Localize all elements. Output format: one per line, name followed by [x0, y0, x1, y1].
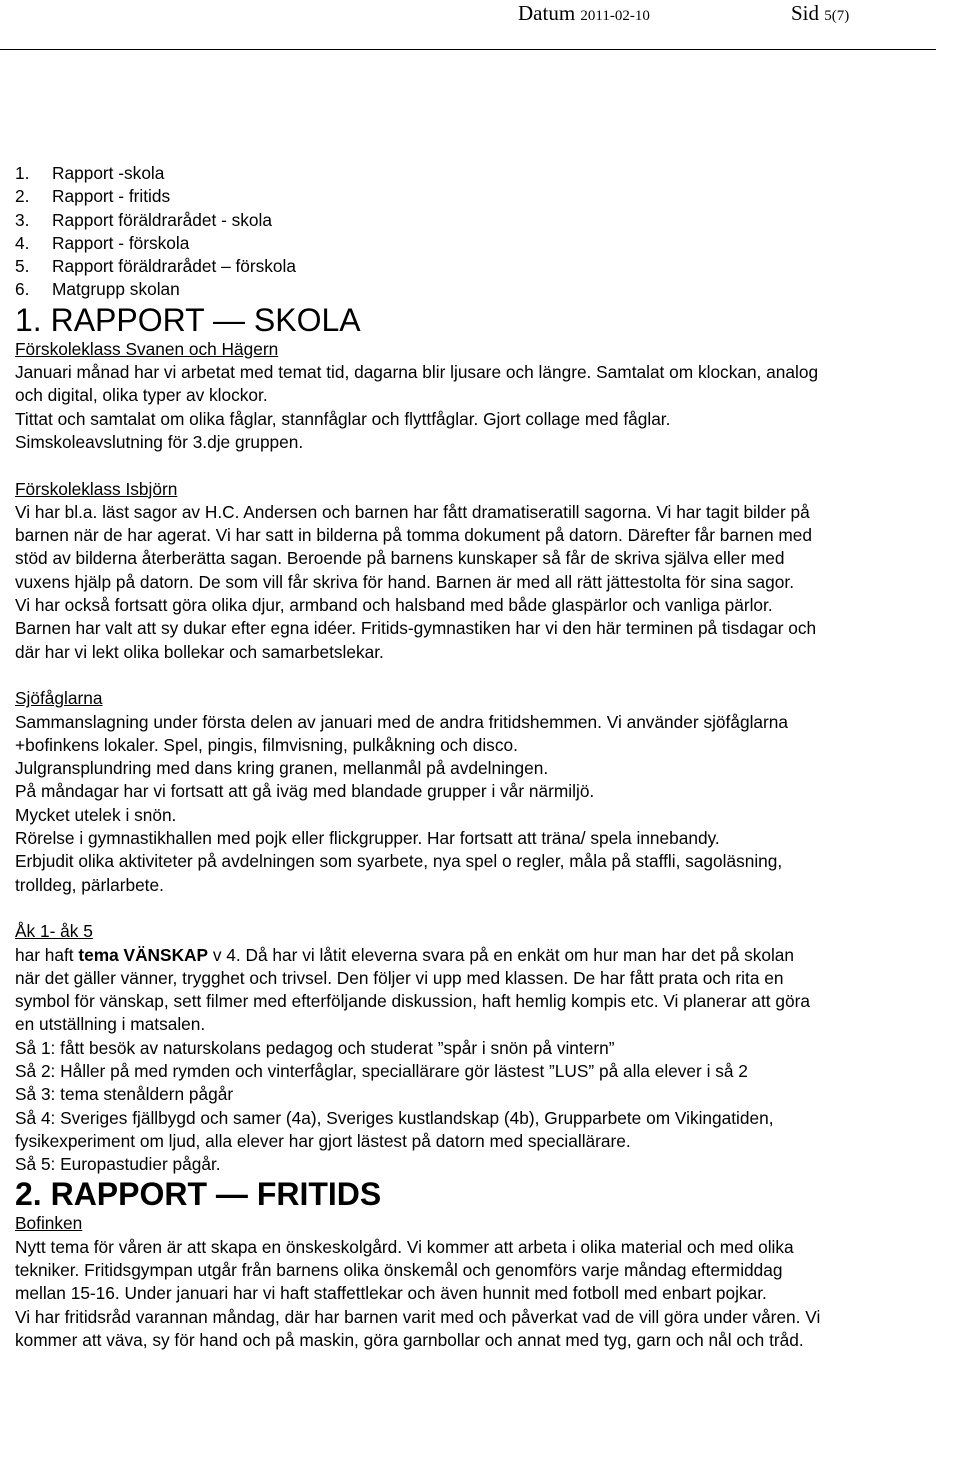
toc-text: Matgrupp skolan — [52, 279, 180, 300]
toc-item — [15, 232, 960, 255]
spacer — [15, 454, 960, 477]
paragraph-line: där har vi lekt olika bollekar och samarbetslekar. — [15, 641, 384, 662]
paragraph-line: Barnen har valt att sy dukar efter egna idéer. Fritids-gymnastiken har vi den här terminen på tisdagar och — [15, 618, 817, 639]
header-page-number — [791, 1, 849, 26]
paragraph-line: Så 2: Håller på med rymden och vinterfåglar, speciallärare gör lästest ”LUS” på alla elever i så 2 — [15, 1060, 748, 1081]
paragraph-line: en utställning i matsalen. — [15, 1014, 206, 1035]
paragraph-line: tekniker. Fritidsgympan utgår från barnens olika önskemål och genomförs varje måndag eftermiddag — [15, 1260, 783, 1281]
paragraph-line: Tittat och samtalat om olika fåglar, stannfåglar och flyttfåglar. Gjort collage med fåglar. — [15, 408, 671, 429]
toc-item — [15, 162, 960, 185]
paragraph-line: Januari månad har vi arbetat med temat tid, dagarna blir ljusare och längre. Samtalat om klockan, analog — [15, 362, 819, 383]
subheading-bofinken: Bofinken — [15, 1213, 83, 1234]
toc-text: Rapport föräldrarådet – förskola — [52, 256, 296, 277]
subheading-isbjorn: Förskoleklass Isbjörn — [15, 478, 178, 499]
paragraph-line: vuxens hjälp på datorn. De som vill får skriva för hand. Barnen är med all rätt jättestolta för sina sagor. — [15, 571, 794, 592]
paragraph-line: Vi har bl.a. läst sagor av H.C. Andersen och barnen har fått dramatiseratill sagorna. Vi har tagit bilder på — [15, 501, 810, 522]
toc-text: Rapport -skola — [52, 163, 165, 183]
header-date — [518, 1, 650, 26]
paragraph-line: Julgransplundring med dans kring granen, mellanmål på avdelningen. — [15, 758, 549, 779]
paragraph-line: fysikexperiment om ljud, alla elever har gjort lästest på datorn med speciallärare. — [15, 1130, 631, 1151]
page-label: Sid — [791, 1, 820, 25]
paragraph-line: stöd av bilderna återberätta sagan. Beroende på barnens kunskaper så får de skriva själva eller med — [15, 548, 785, 569]
paragraph-line: Vi har fritidsråd varannan måndag, där har barnen varit med och påverkat vad de vill göra under våren. Vi — [15, 1306, 821, 1327]
spacer — [15, 897, 960, 920]
page-value: 5(7) — [824, 8, 850, 24]
paragraph-line: +bofinkens lokaler. Spel, pingis, filmvisning, pulkåkning och disco. — [15, 734, 518, 755]
toc-item — [15, 209, 960, 232]
toc-text: Rapport - förskola — [52, 232, 190, 253]
toc-number: 4. — [15, 232, 30, 253]
toc-number: 2. — [15, 186, 30, 207]
paragraph-line: Mycket utelek i snön. — [15, 804, 177, 825]
paragraph-line: barnen när de har agerat. Vi har satt in bilderna på tomma dokument på datorn. Därefter får barnen med — [15, 525, 813, 546]
paragraph-line: Rörelse i gymnastikhallen med pojk eller flickgrupper. Har fortsatt att träna/ spela innebandy. — [15, 828, 720, 849]
paragraph-line: kommer att väva, sy för hand och på maskin, göra garnbollar och annat med tyg, garn och nål och tråd. — [15, 1329, 804, 1350]
paragraph-line: Erbjudit olika aktiviteter på avdelningen som syarbete, nya spel o regler, måla på staffli, sagoläsning, — [15, 851, 783, 872]
paragraph-line: Så 4: Sveriges fjällbygd och samer (4a), Sveriges kustlandskap (4b), Grupparbete om Vikingatiden, — [15, 1107, 774, 1128]
paragraph-line: och digital, olika typer av klockor. — [15, 385, 268, 406]
toc-item — [15, 255, 960, 278]
section-heading-fritids: 2. RAPPORT — FRITIDS — [15, 1176, 382, 1213]
paragraph-line: Vi har också fortsatt göra olika djur, armband och halsband med både glaspärlor och vanliga pärlor. — [15, 595, 773, 616]
toc-text: Rapport föräldrarådet - skola — [52, 209, 272, 230]
subheading-sjofaglarna: Sjöfåglarna — [15, 688, 103, 709]
paragraph-line: Simskoleavslutning för 3.dje gruppen. — [15, 431, 304, 452]
paragraph-line: mellan 15-16. Under januari har vi haft staffettlekar och även hunnit med fotboll med enbart pojkar. — [15, 1283, 767, 1304]
document-body — [15, 162, 960, 1352]
header-divider — [0, 49, 936, 50]
date-label: Datum — [518, 1, 576, 25]
paragraph-line: På måndagar har vi fortsatt att gå iväg med blandade grupper i vår närmiljö. — [15, 781, 595, 802]
paragraph-line: trolldeg, pärlarbete. — [15, 874, 164, 895]
paragraph-line: när det gäller vänner, trygghet och trivsel. Den följer vi upp med klassen. De har fått prata och rita en — [15, 967, 784, 988]
paragraph-line: symbol för vänskap, sett filmer med efterföljande diskussion, haft hemlig kompis etc. Vi planerar att göra — [15, 991, 810, 1012]
toc-number: 6. — [15, 279, 30, 300]
paragraph-line: Nytt tema för våren är att skapa en önskeskolgård. Vi kommer att arbeta i olika material och med olika — [15, 1236, 794, 1257]
toc-number: 5. — [15, 256, 30, 277]
subheading-ak1-ak5: Åk 1- åk 5 — [15, 921, 93, 942]
table-of-contents — [15, 162, 960, 302]
toc-number: 3. — [15, 209, 30, 230]
paragraph-line: Så 1: fått besök av naturskolans pedagog och studerat ”spår i snön på vintern” — [15, 1037, 615, 1058]
toc-number: 1. — [15, 163, 30, 183]
spacer — [15, 664, 960, 687]
paragraph-line: Så 3: tema stenåldern pågår — [15, 1084, 234, 1105]
toc-item — [15, 185, 960, 208]
toc-item — [15, 278, 960, 301]
section-heading-skola: 1. RAPPORT — SKOLA — [15, 301, 361, 338]
paragraph-line: Så 5: Europastudier pågår. — [15, 1154, 221, 1175]
bold-text-run: tema VÄNSKAP — [78, 944, 209, 965]
paragraph-line: Sammanslagning under första delen av januari med de andra fritidshemmen. Vi använder sjöfåglarna — [15, 711, 788, 732]
text-run: har haft — [15, 944, 79, 965]
toc-text: Rapport - fritids — [52, 186, 171, 207]
text-run: v 4. Då har vi låtit eleverna svara på en enkät om hur man har det på skolan — [208, 944, 795, 965]
page-header — [0, 0, 960, 40]
date-value: 2011-02-10 — [580, 8, 650, 24]
paragraph-line-with-bold — [15, 944, 960, 967]
subheading-svanen-hagern: Förskoleklass Svanen och Hägern — [15, 338, 279, 359]
